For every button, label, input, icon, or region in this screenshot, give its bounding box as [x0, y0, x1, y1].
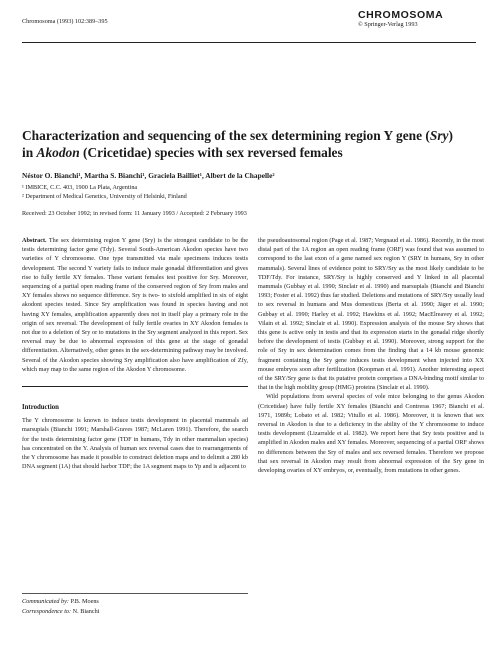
- abstract-text: The sex determining region Y gene (Sry) is the strongest candidate to be the testis determining factor gene (Tdy). Several South-American Akodon species have two varieties of Y chromosome. One type transmitted via male specimens induces testis development. The second Y variety fails to induce male gonadal differentiation and gives rise to fully fertile XY females. These variant females test positive for Sry. Moreover, sequencing of a partial open reading frame of the conserved region of Sry from males and XY females shows no sequence difference. Sry is two- to sixfold amplified in six of eight akodont species tested. Since Sry amplification was found in species having and not having XY females, amplification apparently does not in itself play a primary role in the origin of sex reversal. The development of fully fertile ovaries in XY Akodon females is not due to a deletion of Sry or to mutations in the Sry segment analyzed in this report. Sex reversal may be due to abnormal expression of this gene at the stage of gonadal differentiation. Alternatively, other genes in the sex-determining pathway may be involved. Several of the Akodon species showing Sry amplification also have amplification of Zfy, which may map to the same region of the Akodon Y chromosome.: [22, 237, 248, 373]
- right-paragraph-2: Wild populations from several species of vole mice belonging to the genus Akodon (Cricetidae) have fully fertile XY females (Bianchi and Contreras 1967; Bianchi et al. 1971, 1989b; Lobato et al. 1982; Vitullo et al. 1986). Moreover, it is known that sex reversal in Akodon is due to a deficiency in the ability of the Y chromosome to induce testis development (Lizarralde et al. 1982). We report here that Sry tests positive and is amplified in Akodon males and XY females. Moreover, sequencing of a partial ORF shows no differences between the Sry of males and sex reversed females. Therefore we propose that sex reversal in Akodon may result from abnormal expression of the Sry gene in developing ovaries of XY embryos, or, eventually, from mutations in other genes.: [258, 393, 484, 475]
- copyright-notice: © Springer-Verlag 1993: [358, 21, 418, 28]
- section-heading-introduction: Introduction: [22, 404, 59, 412]
- abstract: [22, 236, 248, 374]
- article-title: Characterization and sequencing of the sex determining region Y gene (Sry) in Akodon (Cricetidae) species with sex reversed females: [22, 128, 453, 160]
- received-dates: Received: 23 October 1992; in revised form: 11 January 1993 / Accepted: 2 February 1993: [22, 210, 247, 217]
- author-list: Néstor O. Bianchi¹, Martha S. Bianchi¹, Graciela Bailliet¹, Albert de la Chapelle²: [22, 171, 275, 180]
- journal-name: CHROMOSOMA: [358, 9, 444, 21]
- abstract-divider: [22, 386, 248, 387]
- right-column: [258, 236, 484, 475]
- affiliation-2: ² Department of Medical Genetics, University of Helsinki, Finland: [22, 192, 187, 200]
- footnotes: [22, 593, 248, 617]
- affiliation-1: ¹ IMBICE, C.C. 403, 1900 La Plata, Argentina: [22, 184, 138, 191]
- correspondence-to: Correspondence to: N. Bianchi: [22, 608, 100, 615]
- left-column: [22, 236, 248, 471]
- journal-reference: Chromosoma (1993) 102:389–395: [22, 18, 108, 25]
- right-paragraph-1: the pseudoautosomal region (Page et al. 1987; Vergnaud et al. 1986). Recently, in the most distal part of the 1A region an open reading frame (ORF) was found that was assumed to correspond to the last exon of a gene named sex region Y (SRY in humans, Sry in other mammals). Several lines of evidence point to SRY/Sry as the most likely candidate to be TDF/Tdy. For instance, SRY/Sry is highly conserved and Y linked in all placental mammals (Gubbay et al. 1990; Sinclair et al. 1990) and marsupials (Bianchi and Bianchi 1993; Foster et al. 1992) thus far studied. Deletions and mutations of SRY/Sry usually lead to sex reversal in humans and Mus domesticus (Berta et al. 1990; Jäger et al. 1990; Gubbay et al. 1990; Harley et al. 1992; Hawkins et al. 1992; MacElreavey et al. 1992; Vilain et al. 1992; Sinclair et al. 1990). Expression analysis of the mouse Sry shows that this gene is active only in testis and that its expression starts in the gonadal ridge shortly before the development of testis (Gubbay et al. 1990). Moreover, strong support for the role of Sry in sex determination comes from the finding that a 14 kb mouse genomic fragment containing the Sry gene induces testis development when injected into XX mouse embryos soon after fertilization (Koopman et al. 1991). Another interesting aspect of the SRY/Sry gene is that its putative protein comprises a DNA-binding motif similar to that in the high mobility group (HMG) proteins (Sinclair et al. 1990).: [258, 237, 484, 392]
- introduction-text: The Y chromosome is known to induce testis development in placental mammals ad marsupials (Bianchi 1991; Marshall-Graves 1987; McLaren 1991). Therefore, the search for the testis determining factor gene (TDF in humans, Tdy in other mammalian species) has concentrated on the Y. Analysis of human sex reversal cases due to rearrangements of the Y chromosome has made it possible to construct deletion maps and to delimit a 280 kb DNA segment (1A) that should harbor TDF; the 1A segment maps to Yp and is adjacent to: [22, 417, 248, 471]
- communicated-by: Communicated by: P.B. Moens: [22, 598, 99, 605]
- journal-masthead: [358, 9, 476, 29]
- abstract-label: Abstract.: [22, 237, 47, 244]
- affiliations: [22, 184, 482, 201]
- header-rule: [22, 42, 476, 43]
